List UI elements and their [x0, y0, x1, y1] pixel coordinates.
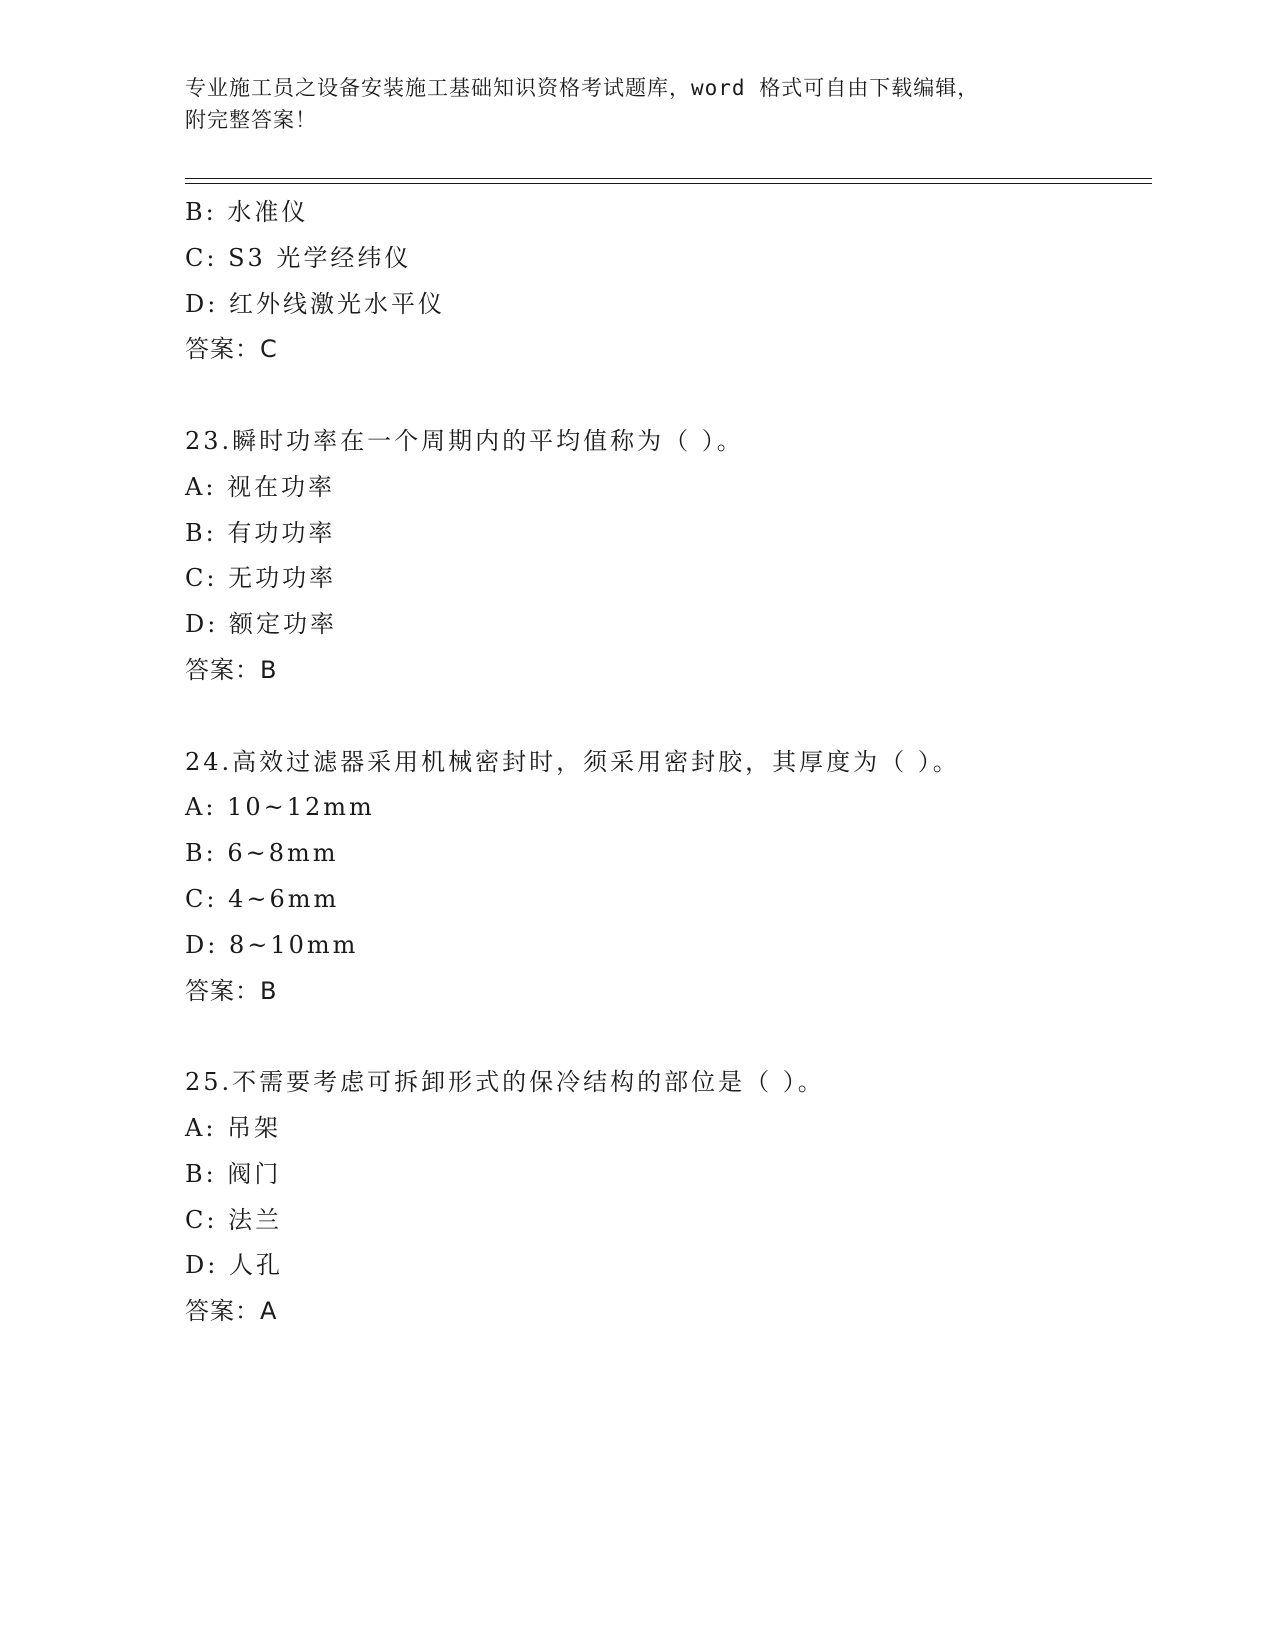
option-c: C: S3 光学经纬仪: [185, 243, 412, 272]
option-b: B: 水准仪: [185, 198, 309, 226]
option-c: C: 法兰: [185, 1205, 283, 1234]
option-b: B: 阀门: [185, 1159, 282, 1188]
answer-line: 答案：C: [185, 335, 278, 364]
option-d: D: 8~10mm: [185, 930, 359, 959]
question-25: [185, 1060, 1145, 1335]
option-c: C: 无功功率: [185, 564, 337, 593]
option-a: A: 10~12mm: [185, 793, 375, 822]
header-line-2: 附完整答案！: [185, 108, 317, 132]
question-22-continued: [185, 190, 1145, 373]
option-d: D: 额定功率: [185, 610, 337, 639]
option-a: A: 吊架: [185, 1113, 282, 1142]
answer-line: 答案：B: [185, 976, 278, 1005]
question-list: [185, 190, 1145, 1335]
question-stem: 24.高效过滤器采用机械密封时，须采用密封胶，其厚度为（ ）。: [185, 747, 960, 776]
question-stem: 23.瞬时功率在一个周期内的平均值称为（ ）。: [185, 426, 744, 455]
question-23: [185, 419, 1145, 694]
answer-line: 答案：B: [185, 655, 278, 684]
question-stem: 25.不需要考虑可拆卸形式的保冷结构的部位是（ ）。: [185, 1068, 825, 1097]
answer-line: 答案：A: [185, 1297, 278, 1326]
option-b: B: 6~8mm: [185, 839, 339, 868]
header-divider: [185, 178, 1152, 184]
option-b: B: 有功功率: [185, 518, 336, 547]
option-d: D: 红外线激光水平仪: [185, 289, 445, 318]
option-d: D: 人孔: [185, 1251, 283, 1280]
header-line-1: 专业施工员之设备安装施工基础知识资格考试题库，word 格式可自由下载编辑，: [185, 76, 980, 100]
option-c: C: 4~6mm: [185, 884, 340, 913]
question-24: [185, 740, 1145, 1015]
option-a: A: 视在功率: [185, 472, 336, 501]
page-header: [185, 72, 1065, 136]
